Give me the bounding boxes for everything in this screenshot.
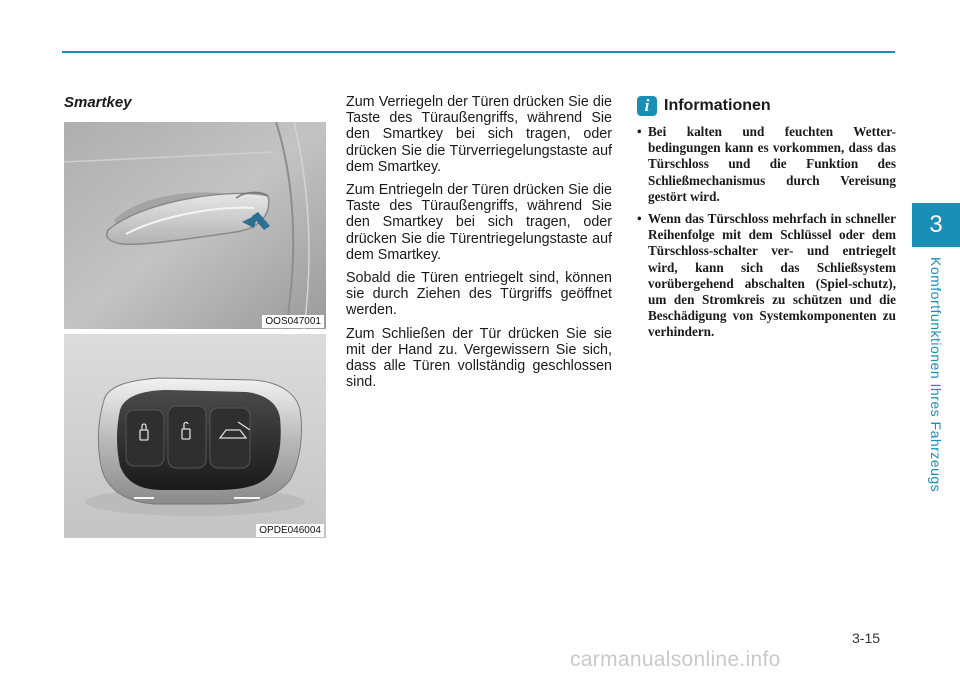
info-icon: i <box>637 96 657 116</box>
paragraph-open: Sobald die Türen entriegelt sind, können sie durch Ziehen des Türgriffs geöffnet werden. <box>346 270 612 319</box>
paragraph-lock: Zum Verriegeln der Türen drücken Sie die Taste des Türaußengriffs, während Sie den Smartkey bei sich tragen, oder drücken Sie die Türverriegelungstaste auf dem Smartkey. <box>346 94 612 175</box>
image-code-key: OPDE046004 <box>256 524 324 537</box>
info-bullet-cold-weather: • Bei kalten und feuchten Wetter-bedingungen kann es vorkommen, dass das Türschloss und die Funktion des Schließmechanismus durch Vereisung gestört wird. <box>637 124 896 205</box>
watermark: carmanualsonline.info <box>570 648 781 671</box>
header-rule <box>62 51 895 53</box>
info-title: Informationen <box>664 97 771 114</box>
info-heading <box>637 94 896 118</box>
page-number: 3-15 <box>852 630 881 646</box>
paragraph-unlock: Zum Entriegeln der Türen drücken Sie die Taste des Türaußengriffs, während Sie den Smartkey bei sich tragen, oder drücken Sie die Türentriegelungstaste auf dem Smartkey. <box>346 182 612 263</box>
paragraph-close: Zum Schließen der Tür drücken Sie sie mit der Hand zu. Vergewissern Sie sich, dass alle Türen vollständig geschlossen sind. <box>346 325 612 391</box>
chapter-number-tab: 3 <box>912 203 960 247</box>
info-box <box>637 94 896 347</box>
smartkey-illustration <box>64 334 326 538</box>
door-handle-image <box>64 122 326 329</box>
info-bullet-lock-protection: • Wenn das Türschloss mehrfach in schneller Reihenfolge mit dem Schlüssel oder dem Türschloss-schalter ver- und entriegelt wird, kann sich das Schließsystem vorübergehend abschalten (Spiel-schutz), um den Stromkreis zu schützen und die Beschädigung von Systemkomponenten zu verhindern. <box>637 211 896 341</box>
main-text <box>346 94 612 397</box>
smartkey-image <box>64 334 326 538</box>
section-title: Smartkey <box>64 94 132 111</box>
info-list <box>637 124 896 341</box>
chapter-title: Komfortfunktionen Ihres Fahrzeugs <box>928 257 944 493</box>
door-handle-illustration <box>64 122 326 329</box>
image-code-door: OOS047001 <box>262 315 324 328</box>
